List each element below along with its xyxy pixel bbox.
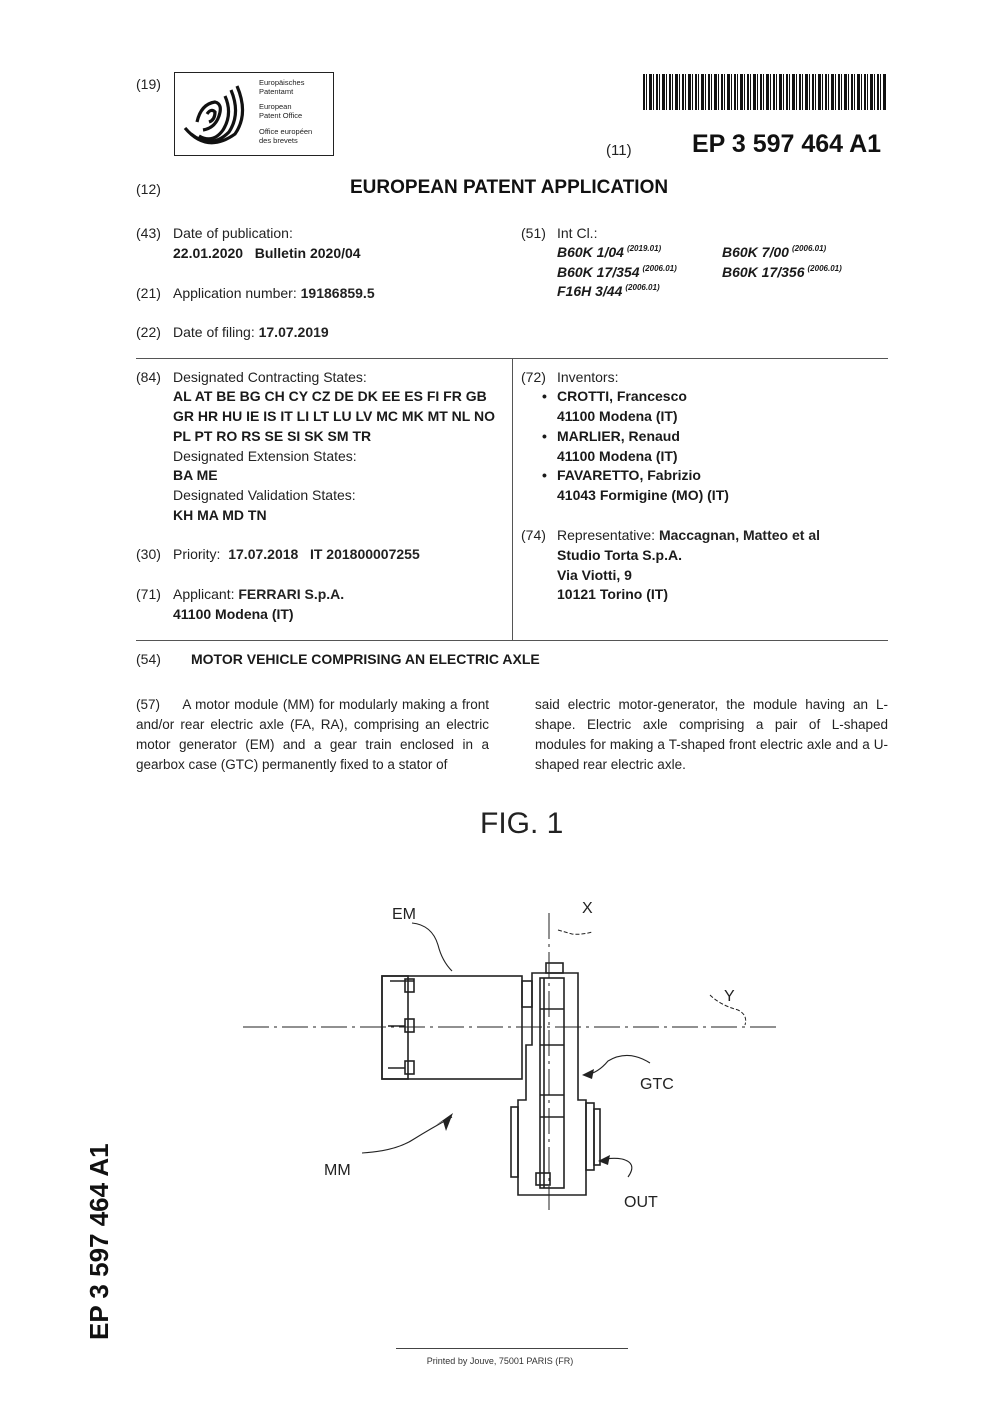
footer-divider: [396, 1348, 628, 1349]
inid-30: (30): [136, 546, 161, 562]
contracting-states: AL AT BE BG CH CY CZ DE DK EE ES FI FR GB: [173, 388, 487, 404]
contracting-states-label: Designated Contracting States:: [173, 369, 367, 385]
label-gtc: GTC: [640, 1076, 674, 1093]
contracting-states: GR HR HU IE IS IT LI LT LU LV MC MK MT NL NO: [173, 408, 495, 424]
int-cl-class: F16H 3/44 $^{(2006.01)}$: [557, 283, 660, 299]
representative-address: Via Viotti, 9: [557, 567, 632, 583]
inid-11: (11): [606, 142, 632, 159]
invention-title: MOTOR VEHICLE COMPRISING AN ELECTRIC AXLE: [191, 651, 540, 667]
inventor-city: 41043 Formigine (MO) (IT): [557, 487, 729, 503]
epo-logo: [174, 72, 334, 156]
label-mm: MM: [324, 1162, 351, 1179]
arrow-gtc-icon: [582, 1069, 594, 1079]
inid-72: (72): [521, 369, 546, 385]
inid-74: (74): [521, 527, 546, 543]
divider: [136, 640, 888, 641]
side-publication-number: EP 3 597 464 A1: [84, 1143, 114, 1340]
int-cl-class: B60K 7/00 $^{(2006.01)}$: [722, 244, 827, 260]
printer-note: Printed by Jouve, 75001 PARIS (FR): [426, 1356, 574, 1366]
arrow-mm-icon: [436, 1113, 453, 1131]
extension-states-label: Designated Extension States:: [173, 448, 357, 464]
office-name-en: European Patent Office: [259, 102, 303, 120]
inventor-name: FAVARETTO, Fabrizio: [557, 467, 701, 483]
figure-title: FIG. 1: [480, 807, 564, 840]
representative-address: Studio Torta S.p.A.: [557, 547, 682, 563]
inid-22: (22): [136, 324, 161, 340]
label-out: OUT: [624, 1194, 658, 1211]
output-flange: [586, 1103, 594, 1170]
inid-43: (43): [136, 225, 161, 241]
inventor-name: MARLIER, Renaud: [557, 428, 680, 444]
document-type: EUROPEAN PATENT APPLICATION: [350, 177, 669, 198]
label-em: EM: [392, 906, 416, 923]
inventor-city: 41100 Modena (IT): [557, 448, 678, 464]
applicant: Applicant: FERRARI S.p.A.: [173, 586, 345, 602]
inid-21: (21): [136, 285, 161, 301]
publication-number: EP 3 597 464 A1: [692, 130, 882, 158]
publication-date-value: 22.01.2020 Bulletin 2020/04: [173, 245, 361, 261]
figure-drawing: [200, 795, 820, 1215]
bullet-icon: •: [542, 467, 547, 483]
office-name-fr: Office européen des brevets: [259, 127, 313, 145]
validation-states-label: Designated Validation States:: [173, 487, 356, 503]
filing-date: Date of filing: 17.07.2019: [173, 324, 329, 340]
publication-date-label: Date of publication:: [173, 225, 293, 241]
inventor-name: CROTTI, Francesco: [557, 388, 687, 404]
int-cl-class: B60K 17/356 $^{(2006.01)}$: [722, 264, 842, 280]
validation-states: KH MA MD TN: [173, 507, 267, 523]
barcode: [643, 74, 887, 110]
extension-states: BA ME: [173, 467, 218, 483]
figure-1: [200, 795, 820, 1215]
abstract-col-2: said electric motor-generator, the module having an L-shape. Electric axle comprising a pair of L-shaped modules for making a T-shaped front electric axle and a U-shaped rear electric axle.: [535, 697, 888, 772]
inid-51: (51): [521, 225, 546, 241]
int-cl-class: B60K 1/04 $^{(2019.01)}$: [557, 244, 662, 260]
inid-71: (71): [136, 586, 161, 602]
inid-19: (19): [136, 76, 161, 92]
office-name-de: Europäisches Patentamt: [259, 78, 305, 96]
inid-84: (84): [136, 369, 161, 385]
int-cl-class: B60K 17/354 $^{(2006.01)}$: [557, 264, 677, 280]
inventor-city: 41100 Modena (IT): [557, 408, 678, 424]
inventors-label: Inventors:: [557, 369, 619, 385]
inid-54: (54): [136, 651, 161, 667]
bullet-icon: •: [542, 388, 547, 404]
label-y: Y: [724, 988, 735, 1005]
abstract-col-1: (57) A motor module (MM) for modularly making a front and/or rear electric axle (FA, RA), comprising an electric motor generator (EM) and a gear train enclosed in a gearbox case (GTC) permanently fixed to a stator of: [136, 697, 489, 772]
representative-address: 10121 Torino (IT): [557, 586, 668, 602]
column-divider: [512, 358, 513, 640]
priority: Priority: 17.07.2018 IT 201800007255: [173, 546, 420, 562]
representative: Representative: Maccagnan, Matteo et al: [557, 527, 820, 543]
int-cl-label: Int Cl.:: [557, 225, 598, 241]
label-x: X: [582, 900, 593, 917]
contracting-states: PL PT RO RS SE SI SK SM TR: [173, 428, 372, 444]
bullet-icon: •: [542, 428, 547, 444]
epo-emblem-icon: [177, 74, 257, 154]
applicant-city: 41100 Modena (IT): [173, 606, 294, 622]
application-number: Application number: 19186859.5: [173, 285, 375, 301]
inid-12: (12): [136, 181, 161, 197]
